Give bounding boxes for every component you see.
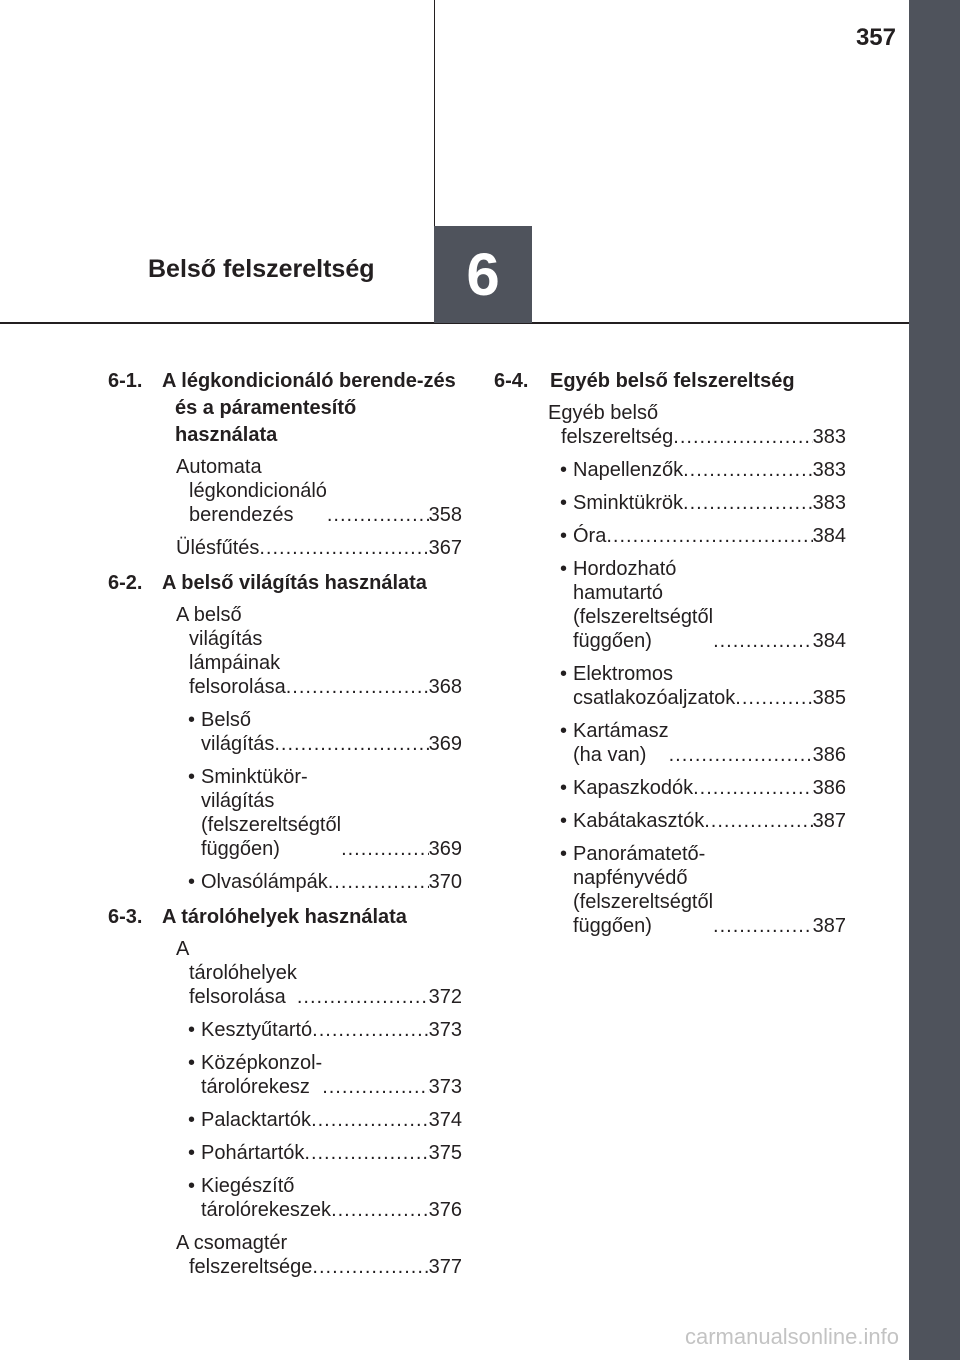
- toc-entry[interactable]: [108, 1018, 462, 1042]
- dot-leader: [322, 1075, 428, 1099]
- toc-entry[interactable]: [108, 708, 462, 756]
- bullet-icon: •: [560, 558, 568, 580]
- header-vertical-rule: [434, 0, 435, 226]
- toc-entry-page: 373: [428, 1076, 462, 1098]
- chapter-number: 6: [466, 241, 500, 308]
- toc-entry[interactable]: [108, 937, 462, 1009]
- toc-entry[interactable]: [494, 491, 846, 515]
- toc-entry-label: Elektromos csatlakozóaljzatok: [573, 663, 736, 709]
- section-heading: [108, 904, 462, 931]
- dot-leader: [331, 1198, 429, 1222]
- toc-entry-page: 377: [428, 1256, 462, 1278]
- watermark: [599, 1325, 899, 1349]
- toc-entry-page: 367: [428, 537, 462, 559]
- toc-entry-label: Középkonzol-tárolórekesz: [201, 1052, 323, 1098]
- dot-leader: [328, 870, 429, 894]
- toc-entry[interactable]: [494, 842, 846, 938]
- toc-entry-label: A csomagtér felszereltsége: [176, 1232, 313, 1278]
- bullet-icon: •: [188, 1175, 196, 1197]
- toc-column-left: [108, 368, 462, 1289]
- bullet-icon: •: [560, 492, 568, 514]
- section-number: 6-3.: [108, 906, 143, 928]
- toc-entry-text: [548, 401, 673, 449]
- toc-entry[interactable]: [108, 536, 462, 560]
- chapter-side-tab: [909, 0, 960, 1360]
- dot-leader: [297, 985, 429, 1009]
- toc-entry-text: [176, 1231, 312, 1279]
- toc-entry-text: [188, 1018, 312, 1042]
- toc-entry-text: [188, 1174, 331, 1222]
- toc-entry-page: 372: [428, 986, 462, 1008]
- dot-leader: [327, 503, 429, 527]
- toc-entry-page: 369: [428, 733, 462, 755]
- toc-entry-label: Olvasólámpák: [201, 871, 328, 893]
- toc-entry-page: 386: [812, 744, 846, 766]
- toc-entry-text: [560, 809, 704, 833]
- toc-entry-page: 373: [428, 1019, 462, 1041]
- toc-entry-page: 385: [812, 687, 846, 709]
- toc-entry-text: [176, 455, 327, 527]
- bullet-icon: •: [188, 871, 196, 893]
- toc-entry-label: Sminktükör-világítás (felszereltségtől függően): [201, 766, 342, 860]
- toc-entry-label: Ülésfűtés: [176, 537, 260, 559]
- toc-entry-text: [188, 1051, 322, 1099]
- toc-entry-label: Kesztyűtartó: [201, 1019, 313, 1041]
- toc-entry-page: 386: [812, 777, 846, 799]
- toc-entry-label: Sminktükrök: [573, 492, 684, 514]
- toc-entry-page: 383: [812, 492, 846, 514]
- toc-entry-label: Belső világítás: [201, 709, 275, 755]
- toc-entry-page: 358: [428, 504, 462, 526]
- toc-entry-label: Kapaszkodók: [573, 777, 694, 799]
- dot-leader: [341, 837, 429, 861]
- toc-entry-text: [176, 536, 259, 560]
- bullet-icon: •: [560, 810, 568, 832]
- section-heading: [108, 570, 462, 597]
- toc-section: [108, 904, 462, 1279]
- bullet-icon: •: [188, 1142, 196, 1164]
- toc-entry[interactable]: [494, 719, 846, 767]
- dot-leader: [673, 425, 812, 449]
- toc-entry-text: [560, 719, 669, 767]
- dot-leader: [259, 536, 428, 560]
- toc-entry-label: Kabátakasztók: [573, 810, 705, 832]
- toc-entry-label: Óra: [573, 525, 607, 547]
- toc-entry[interactable]: [494, 776, 846, 800]
- toc-entry-page: 376: [428, 1199, 462, 1221]
- dot-leader: [286, 675, 429, 699]
- toc-entry[interactable]: [108, 1174, 462, 1222]
- toc-section: [108, 368, 462, 560]
- dot-leader: [312, 1018, 428, 1042]
- toc-entry-text: [560, 458, 683, 482]
- toc-entry-label: Palacktartók: [201, 1109, 312, 1131]
- toc-entry-page: 384: [812, 525, 846, 547]
- dot-leader: [669, 743, 813, 767]
- bullet-icon: •: [560, 663, 568, 685]
- section-title: A belső világítás használata: [162, 572, 427, 594]
- dot-leader: [304, 1141, 428, 1165]
- bullet-icon: •: [188, 766, 196, 788]
- toc-entry-page: 370: [428, 871, 462, 893]
- toc-entry-page: 368: [428, 676, 462, 698]
- bullet-icon: •: [560, 459, 568, 481]
- toc-column-right: [494, 368, 846, 948]
- toc-entry-text: [176, 937, 297, 1009]
- toc-entry[interactable]: [494, 401, 846, 449]
- toc-entry[interactable]: [494, 662, 846, 710]
- toc-entry[interactable]: [108, 1231, 462, 1279]
- toc-entry-text: [188, 765, 341, 861]
- dot-leader: [683, 491, 813, 515]
- toc-entry-page: 383: [812, 426, 846, 448]
- section-title: A tárolóhelyek használata: [162, 906, 407, 928]
- dot-leader: [311, 1108, 429, 1132]
- toc-entry[interactable]: [494, 557, 846, 653]
- toc-entry-label: Napellenzők: [573, 459, 684, 481]
- toc-entry-label: Egyéb belső felszereltség: [548, 402, 674, 448]
- watermark-text: carmanualsonline.info: [684, 1325, 899, 1349]
- toc-entry[interactable]: [108, 870, 462, 894]
- toc-entry[interactable]: [108, 1108, 462, 1132]
- toc-entry-label: A tárolóhelyek felsorolása: [176, 938, 297, 1008]
- toc-entry-page: 387: [812, 810, 846, 832]
- toc-entry[interactable]: [108, 455, 462, 527]
- toc-entry-page: 383: [812, 459, 846, 481]
- dot-leader: [312, 1255, 428, 1279]
- dot-leader: [735, 686, 812, 710]
- toc-entry-text: [188, 1141, 304, 1165]
- toc-entry-label: Kiegészítő tárolórekeszek: [201, 1175, 332, 1221]
- toc-entry-text: [560, 662, 735, 710]
- toc-entry[interactable]: [108, 1051, 462, 1099]
- toc-entry-label: Panorámatető-napfényvédő (felszereltségtől függően): [573, 843, 714, 937]
- dot-leader: [713, 629, 813, 653]
- toc-entry-label: Kartámasz (ha van): [573, 720, 669, 766]
- toc-entry-page: 387: [812, 915, 846, 937]
- chapter-number-box: [434, 226, 532, 323]
- dot-leader: [713, 914, 813, 938]
- toc-entry-text: [188, 708, 274, 756]
- section-title: Egyéb belső felszereltség: [550, 370, 795, 392]
- dot-leader: [274, 732, 428, 756]
- toc-entry-text: [560, 524, 606, 548]
- section-title: A légkondicionáló berende-zés és a páramentesítő használata: [162, 370, 456, 446]
- bullet-icon: •: [560, 720, 568, 742]
- toc-entry-text: [176, 603, 286, 699]
- toc-entry-label: A belső világítás lámpáinak felsorolása: [176, 604, 286, 698]
- toc-entry-page: 374: [428, 1109, 462, 1131]
- bullet-icon: •: [560, 777, 568, 799]
- toc-entry-text: [188, 1108, 311, 1132]
- toc-entry-text: [560, 776, 693, 800]
- section-number: 6-2.: [108, 572, 143, 594]
- bullet-icon: •: [560, 525, 568, 547]
- toc-entry[interactable]: [494, 524, 846, 548]
- bullet-icon: •: [188, 709, 196, 731]
- toc-entry[interactable]: [108, 1141, 462, 1165]
- toc-entry-text: [188, 870, 328, 894]
- toc-entry-page: 375: [428, 1142, 462, 1164]
- toc-entry-label: Hordozható hamutartó (felszereltségtől függően): [573, 558, 714, 652]
- toc-entry-page: 369: [428, 838, 462, 860]
- toc-entry-text: [560, 842, 713, 938]
- toc-entry[interactable]: [494, 458, 846, 482]
- toc-entry[interactable]: [108, 765, 462, 861]
- toc-entry-page: 384: [812, 630, 846, 652]
- toc-section: [494, 368, 846, 938]
- dot-leader: [683, 458, 813, 482]
- section-heading: [494, 368, 846, 395]
- dot-leader: [693, 776, 813, 800]
- section-heading: [108, 368, 462, 449]
- chapter-title: Belső felszereltség: [148, 255, 375, 283]
- section-number: 6-1.: [108, 370, 143, 392]
- toc-entry-text: [560, 491, 683, 515]
- bullet-icon: •: [188, 1052, 196, 1074]
- page-number: 357: [855, 24, 896, 51]
- dot-leader: [704, 809, 812, 833]
- dot-leader: [606, 524, 812, 548]
- toc-section: [108, 570, 462, 894]
- bullet-icon: •: [188, 1019, 196, 1041]
- section-number: 6-4.: [494, 370, 529, 392]
- toc-entry-text: [560, 557, 713, 653]
- toc-entry-label: Automata légkondicionáló berendezés: [176, 456, 327, 526]
- toc-entry[interactable]: [494, 809, 846, 833]
- toc-entry-label: Pohártartók: [201, 1142, 305, 1164]
- bullet-icon: •: [188, 1109, 196, 1131]
- toc-entry[interactable]: [108, 603, 462, 699]
- bullet-icon: •: [560, 843, 568, 865]
